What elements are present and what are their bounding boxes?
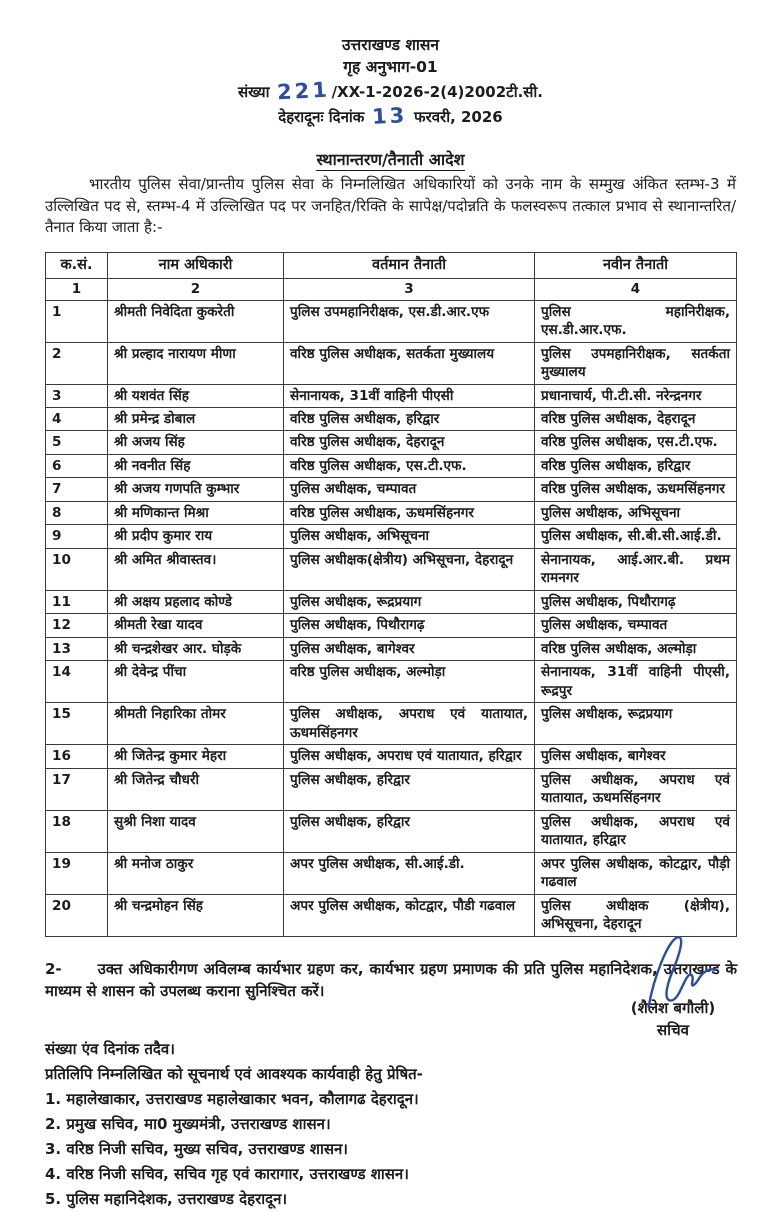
- cell-current-posting: सेनानायक, 31वीं वाहिनी पीएसी: [284, 384, 535, 407]
- cell-serial: 12: [46, 614, 108, 637]
- cell-officer-name: श्री प्रमेन्द्र डोबाल: [108, 408, 284, 431]
- distribution-list: [45, 1087, 423, 1212]
- cell-current-posting: पुलिस अधीक्षक, अभिसूचना: [284, 525, 535, 548]
- cell-serial: 10: [46, 548, 108, 590]
- distribution-item: 3. वरिष्ठ निजी सचिव, मुख्य सचिव, उत्तराखण्ड शासन।: [45, 1140, 348, 1158]
- cell-new-posting: पुलिस अधीक्षक (क्षेत्रीय), अभिसूचना, देहरादून: [535, 894, 737, 936]
- cell-current-posting: पुलिस अधीक्षक, अपराध एवं यातायात, हरिद्वार: [284, 745, 535, 768]
- cell-serial: 14: [46, 661, 108, 703]
- cell-officer-name: श्रीमती रेखा यादव: [108, 614, 284, 637]
- cell-new-posting: सेनानायक, 31वीं वाहिनी पीएसी, रूद्रपुर: [535, 661, 737, 703]
- cell-officer-name: श्री प्रदीप कुमार राय: [108, 525, 284, 548]
- table-row: [46, 525, 737, 548]
- table-row: [46, 501, 737, 524]
- table-row: [46, 637, 737, 660]
- table-row: [46, 768, 737, 810]
- cell-serial: 3: [46, 384, 108, 407]
- closing-paragraph-number: 2-: [45, 959, 62, 978]
- cell-officer-name: श्री प्रल्हाद नारायण मीणा: [108, 342, 284, 384]
- distribution-section: [45, 1037, 423, 1212]
- handwritten-date: 13: [370, 103, 408, 129]
- cell-new-posting: पुलिस महानिरीक्षक, एस.डी.आर.एफ.: [535, 300, 737, 342]
- signature-scribble-icon: [621, 925, 725, 1017]
- distribution-item: 4. वरिष्ठ निजी सचिव, सचिव गृह एवं कारागार, उत्तराखण्ड शासन।: [45, 1165, 409, 1183]
- cell-officer-name: सुश्री निशा यादव: [108, 810, 284, 852]
- cell-serial: 15: [46, 703, 108, 745]
- column-number: 3: [284, 279, 535, 300]
- cell-officer-name: श्री जितेन्द्र चौधरी: [108, 768, 284, 810]
- cell-officer-name: श्री अमित श्रीवास्तव।: [108, 548, 284, 590]
- column-header-name: नाम अधिकारी: [108, 252, 284, 279]
- table-row: [46, 454, 737, 477]
- table-row: [46, 852, 737, 894]
- document-header: [45, 34, 736, 128]
- cell-officer-name: श्री अक्षय प्रहलाद कोण्डे: [108, 590, 284, 613]
- transfer-table: [45, 252, 737, 937]
- cell-current-posting: पुलिस अधीक्षक, अपराध एवं यातायात, ऊधमसिंहनगर: [284, 703, 535, 745]
- signatory-designation: सचिव: [657, 1021, 689, 1039]
- distribution-item: 2. प्रमुख सचिव, मा0 मुख्यमंत्री, उत्तराखण्ड शासन।: [45, 1115, 331, 1133]
- column-header-current-posting: वर्तमान तैनाती: [284, 252, 535, 279]
- distribution-note: संख्या एंव दिनांक तदैव।: [45, 1040, 175, 1058]
- signature-block: [608, 930, 738, 1040]
- cell-current-posting: पुलिस उपमहानिरीक्षक, एस.डी.आर.एफ: [284, 300, 535, 342]
- cell-serial: 1: [46, 300, 108, 342]
- date-prefix: देहरादूनः दिनांक: [278, 108, 365, 126]
- cell-current-posting: पुलिस अधीक्षक, हरिद्वार: [284, 810, 535, 852]
- distribution-item: 1. महालेखाकार, उत्तराखण्ड महालेखाकार भवन, कौलागढ देहरादून।: [45, 1090, 419, 1108]
- cell-current-posting: पुलिस अधीक्षक, रूद्रप्रयाग: [284, 590, 535, 613]
- table-row: [46, 745, 737, 768]
- cell-serial: 2: [46, 342, 108, 384]
- cell-current-posting: वरिष्ठ पुलिस अधीक्षक, एस.टी.एफ.: [284, 454, 535, 477]
- cell-serial: 13: [46, 637, 108, 660]
- distribution-heading: प्रतिलिपि निम्नलिखित को सूचनार्थ एवं आवश्यक कार्यवाही हेतु प्रेषित-: [45, 1065, 423, 1083]
- cell-current-posting: अपर पुलिस अधीक्षक, कोटद्वार, पौडी गढवाल: [284, 894, 535, 936]
- cell-officer-name: श्री जितेन्द्र कुमार मेहरा: [108, 745, 284, 768]
- cell-officer-name: श्रीमती निहारिका तोमर: [108, 703, 284, 745]
- cell-current-posting: पुलिस अधीक्षक(क्षेत्रीय) अभिसूचना, देहरादून: [284, 548, 535, 590]
- header-org-line: उत्तराखण्ड शासन: [342, 36, 439, 54]
- cell-new-posting: पुलिस अधीक्षक, अपराध एवं यातायात, हरिद्वार: [535, 810, 737, 852]
- cell-new-posting: सेनानायक, आई.आर.बी. प्रथम रामनगर: [535, 548, 737, 590]
- order-title: स्थानान्तरण/तैनाती आदेश: [316, 150, 465, 169]
- cell-current-posting: वरिष्ठ पुलिस अधीक्षक, हरिद्वार: [284, 408, 535, 431]
- cell-serial: 17: [46, 768, 108, 810]
- cell-serial: 8: [46, 501, 108, 524]
- cell-new-posting: वरिष्ठ पुलिस अधीक्षक, अल्मोड़ा: [535, 637, 737, 660]
- cell-officer-name: श्री अजय सिंह: [108, 431, 284, 454]
- handwritten-reference-number: 221: [276, 77, 331, 105]
- cell-new-posting: पुलिस अधीक्षक, अभिसूचना: [535, 501, 737, 524]
- table-row: [46, 548, 737, 590]
- closing-paragraph-text: उक्त अधिकारीगण अविलम्ब कार्यभार ग्रहण कर, कार्यभार ग्रहण प्रमाणक की प्रति पुलिस महानिदेशक, उत्तराखण्ड के माध्यम से शासन को उपलब्ध कराना सुनिश्चित करें।: [45, 959, 737, 1000]
- table-row: [46, 661, 737, 703]
- cell-new-posting: पुलिस अधीक्षक, पिथौरागढ़: [535, 590, 737, 613]
- cell-serial: 20: [46, 894, 108, 936]
- cell-current-posting: वरिष्ठ पुलिस अधीक्षक, ऊधमसिंहनगर: [284, 501, 535, 524]
- table-header-row: [46, 252, 737, 279]
- cell-new-posting: पुलिस अधीक्षक, सी.बी.सी.आई.डी.: [535, 525, 737, 548]
- table-row: [46, 408, 737, 431]
- cell-current-posting: पुलिस अधीक्षक, चम्पावत: [284, 478, 535, 501]
- cell-serial: 7: [46, 478, 108, 501]
- table-row: [46, 431, 737, 454]
- cell-current-posting: पुलिस अधीक्षक, पिथौरागढ़: [284, 614, 535, 637]
- cell-officer-name: श्री मनोज ठाकुर: [108, 852, 284, 894]
- cell-new-posting: प्रधानाचार्य, पी.टी.सी. नरेन्द्रनगर: [535, 384, 737, 407]
- table-row: [46, 300, 737, 342]
- table-row: [46, 384, 737, 407]
- cell-new-posting: पुलिस अधीक्षक, चम्पावत: [535, 614, 737, 637]
- cell-new-posting: वरिष्ठ पुलिस अधीक्षक, देहरादून: [535, 408, 737, 431]
- cell-current-posting: वरिष्ठ पुलिस अधीक्षक, अल्मोड़ा: [284, 661, 535, 703]
- cell-serial: 11: [46, 590, 108, 613]
- table-row: [46, 614, 737, 637]
- cell-serial: 16: [46, 745, 108, 768]
- cell-officer-name: श्री देवेन्द्र पींचा: [108, 661, 284, 703]
- cell-serial: 18: [46, 810, 108, 852]
- table-row: [46, 810, 737, 852]
- date-suffix: फरवरी, 2026: [414, 108, 503, 126]
- cell-officer-name: श्री चन्द्रमोहन सिंह: [108, 894, 284, 936]
- cell-new-posting: वरिष्ठ पुलिस अधीक्षक, हरिद्वार: [535, 454, 737, 477]
- cell-current-posting: अपर पुलिस अधीक्षक, सी.आई.डी.: [284, 852, 535, 894]
- cell-serial: 9: [46, 525, 108, 548]
- cell-officer-name: श्री यशवंत सिंह: [108, 384, 284, 407]
- cell-officer-name: श्री नवनीत सिंह: [108, 454, 284, 477]
- column-header-new-posting: नवीन तैनाती: [535, 252, 737, 279]
- cell-current-posting: पुलिस अधीक्षक, हरिद्वार: [284, 768, 535, 810]
- cell-current-posting: वरिष्ठ पुलिस अधीक्षक, देहरादून: [284, 431, 535, 454]
- distribution-item: 5. पुलिस महानिदेशक, उत्तराखण्ड देहरादून।: [45, 1190, 288, 1208]
- reference-prefix: संख्या: [237, 83, 270, 101]
- header-dept-line: गृह अनुभाग-01: [343, 58, 438, 76]
- column-header-serial: क.सं.: [46, 252, 108, 279]
- table-row: [46, 590, 737, 613]
- cell-officer-name: श्रीमती निवेदिता कुकरेती: [108, 300, 284, 342]
- cell-new-posting: पुलिस उपमहानिरीक्षक, सतर्कता मुख्यालय: [535, 342, 737, 384]
- cell-serial: 4: [46, 408, 108, 431]
- cell-new-posting: वरिष्ठ पुलिस अधीक्षक, एस.टी.एफ.: [535, 431, 737, 454]
- cell-officer-name: श्री अजय गणपति कुम्भार: [108, 478, 284, 501]
- order-body-paragraph: भारतीय पुलिस सेवा/प्रान्तीय पुलिस सेवा के निम्नलिखित अधिकारियों को उनके नाम के सम्मुख अंकित स्तम्भ-3 में उल्लिखित पद से, स्तम्भ-4 में उल्लिखित पद पर जनहित/रिक्ति के सापेक्ष/पदोन्नति के फलस्वरूप तत्काल प्रभाव से स्थानान्तरित/तैनात किया जाता है:-: [45, 175, 736, 236]
- column-number: 2: [108, 279, 284, 300]
- cell-serial: 5: [46, 431, 108, 454]
- cell-officer-name: श्री चन्द्रशेखर आर. घोड़के: [108, 637, 284, 660]
- table-row: [46, 703, 737, 745]
- table-row: [46, 478, 737, 501]
- cell-new-posting: पुलिस अधीक्षक, बागेश्वर: [535, 745, 737, 768]
- cell-new-posting: पुलिस अधीक्षक, रूद्रप्रयाग: [535, 703, 737, 745]
- cell-current-posting: पुलिस अधीक्षक, बागेश्वर: [284, 637, 535, 660]
- column-number: 1: [46, 279, 108, 300]
- reference-suffix: /XX-1-2026-2(4)2002टी.सी.: [331, 83, 544, 101]
- reference-number-line: [45, 79, 736, 103]
- column-number-row: [46, 279, 737, 300]
- cell-new-posting: वरिष्ठ पुलिस अधीक्षक, ऊधमसिंहनगर: [535, 478, 737, 501]
- cell-serial: 6: [46, 454, 108, 477]
- column-number: 4: [535, 279, 737, 300]
- date-line: [45, 104, 736, 128]
- cell-serial: 19: [46, 852, 108, 894]
- table-row: [46, 342, 737, 384]
- cell-new-posting: पुलिस अधीक्षक, अपराध एवं यातायात, ऊधमसिंहनगर: [535, 768, 737, 810]
- cell-current-posting: वरिष्ठ पुलिस अधीक्षक, सतर्कता मुख्यालय: [284, 342, 535, 384]
- cell-officer-name: श्री मणिकान्त मिश्रा: [108, 501, 284, 524]
- cell-new-posting: अपर पुलिस अधीक्षक, कोटद्वार, पौड़ी गढवाल: [535, 852, 737, 894]
- signatory-name: (शैलेश बगौली): [630, 999, 716, 1017]
